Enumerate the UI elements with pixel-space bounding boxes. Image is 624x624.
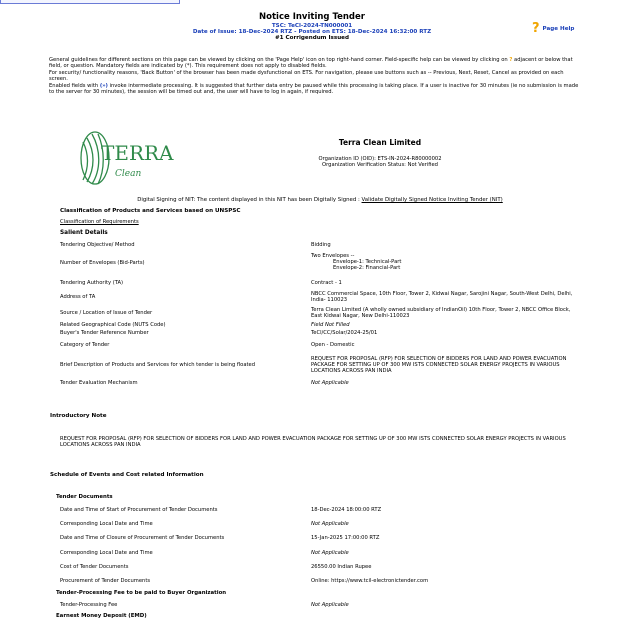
page-help-label[interactable]: Page Help bbox=[542, 25, 575, 32]
value-category: Open - Domestic bbox=[311, 342, 355, 348]
value-source-location: Terra Clean Limited (A wholly owned subsidiary of IndianOil) 10th Floor, Tower 2, NBCC Office Block, East Kidwai Nagar, New Delhi-110023 bbox=[311, 307, 571, 319]
value-procurement-docs[interactable]: Online: https://www.tcil-electronictender.com bbox=[311, 578, 429, 584]
label-local-time-2: Corresponding Local Date and Time bbox=[60, 550, 153, 556]
value-local-time-1: Not Applicable bbox=[311, 521, 349, 527]
organization-block bbox=[270, 138, 490, 168]
value-cost-documents: 26550.00 Indian Rupee bbox=[311, 564, 372, 570]
organization-name: Terra Clean Limited bbox=[338, 138, 422, 147]
processing-icon: (») bbox=[99, 82, 108, 89]
value-nuts-code: Field Not Filled bbox=[311, 322, 350, 328]
introductory-note-title: Introductory Note bbox=[50, 413, 107, 419]
label-tendering-authority: Tendering Authority (TA) bbox=[60, 280, 124, 286]
value-local-time-2: Not Applicable bbox=[311, 550, 349, 556]
digital-signing: Digital Signing of NIT: The content displayed in this NIT has been Digitally Signed : Validate Digitally Signed Notice Inviting Tender (NIT) bbox=[137, 197, 503, 203]
guideline-1: General guidelines for different sections on this page can be viewed by clicking on the 'Page Help' icon on top right-hand corner. Field-specific help can be viewed by clicking on ? adjacent or below that field, or question. Mandatory fields are indicated by (*). This requirement does not apply to disabled fields. bbox=[49, 57, 573, 70]
value-address-ta: NBCC Commercial Space, 10th Floor, Tower 2, Kidwai Nagar, Sarojini Nagar, South-West Delhi, Delhi, India- 110023 bbox=[311, 291, 573, 303]
guideline-3: Enabled fields with (») invoke intermediate processing. It is suggested that further data entry be paused while this processing is taking place. If a user is inactive for 30 minutes (ie no submission is made to the server for 30 minutes), the session will be timed out and, the user will have to log in again, if required. bbox=[49, 82, 579, 96]
label-address-ta: Address of TA bbox=[60, 294, 96, 300]
salient-details-title: Salient Details bbox=[60, 230, 108, 236]
page-title: Notice Inviting Tender bbox=[259, 12, 365, 22]
page-header bbox=[0, 12, 624, 41]
label-brief-description: Brief Description of Products and Services for which tender is being floated bbox=[60, 362, 256, 368]
label-evaluation: Tender Evaluation Mechanism bbox=[60, 380, 138, 386]
value-procurement-start: 18-Dec-2024 18:00:00 RTZ bbox=[311, 507, 382, 513]
value-procurement-closure: 15-Jan-2025 17:00:00 RTZ bbox=[311, 535, 380, 541]
validate-nit-link[interactable]: Validate Digitally Signed Notice Inviting Tender (NIT) bbox=[361, 197, 503, 203]
label-local-time-1: Corresponding Local Date and Time bbox=[60, 521, 153, 527]
label-tendering-objective: Tendering Objective/ Method bbox=[60, 242, 135, 248]
emd-title: Earnest Money Deposit (EMD) bbox=[56, 613, 147, 619]
verification-status: Organization Verification Status: Not Verified bbox=[322, 162, 438, 168]
label-procurement-closure: Date and Time of Closure of Procurement of Tender Documents bbox=[60, 535, 225, 541]
logo-wordmark: TERRA bbox=[101, 141, 174, 165]
top-bar bbox=[0, 0, 624, 4]
corrigendum-line: #1 Corrigendum Issued bbox=[275, 35, 349, 41]
label-cost-documents: Cost of Tender Documents bbox=[60, 564, 129, 570]
value-envelopes: Two Envelopes -- Envelope-1: Technical-Part Envelope-2: Financial-Part bbox=[311, 253, 402, 271]
value-evaluation: Not Applicable bbox=[311, 380, 349, 386]
address-strip bbox=[0, 0, 180, 4]
help-icon[interactable]: ? bbox=[532, 21, 540, 36]
value-tendering-objective: Bidding bbox=[311, 242, 331, 248]
classification-requirements-link[interactable]: Classification of Requirements bbox=[60, 219, 139, 225]
logo-subword: Clean bbox=[115, 169, 142, 179]
introductory-note-text: REQUEST FOR PROPOSAL (RFP) FOR SELECTION OF BIDDERS FOR LAND AND POWER EVACUATION PACKAGE FOR SETTING UP OF 300 MW ISTS CONNECTED SOLAR ENERGY PROJECTS IN VARIOUS LOCATIONS ACROSS PAN INDIA bbox=[60, 436, 566, 448]
label-category: Category of Tender bbox=[60, 342, 110, 348]
guideline-2: For security/ functionality reasons, 'Back Button' of the browser has been made dysfunctional on ETS. For navigation, please use buttons such as -- Previous, Next, Reset, Cancel as provided on each screen. bbox=[49, 69, 564, 83]
processing-fee-title: Tender-Processing Fee to be paid to Buyer Organization bbox=[56, 590, 227, 596]
guidelines bbox=[49, 57, 579, 95]
label-envelopes: Number of Envelopes (Bid-Parts) bbox=[60, 260, 145, 266]
label-nuts-code: Related Geographical Code (NUTS Code) bbox=[60, 322, 166, 328]
tsc-line: TSC: TeCl-2024-TN000001 bbox=[271, 23, 353, 29]
page-help-button[interactable] bbox=[532, 22, 574, 35]
issue-line: Date of Issue: 18-Dec-2024 RTZ - Posted on ETS: 18-Dec-2024 16:32:00 RTZ bbox=[192, 29, 432, 35]
classification-title: Classification of Products and Services based on UNSPSC bbox=[60, 208, 241, 214]
value-processing-fee: Not Applicable bbox=[311, 602, 349, 608]
organization-id: Organization ID (OID): ETS-IN-2024-R80000002 bbox=[318, 156, 442, 162]
field-help-icon: ? bbox=[509, 57, 513, 63]
label-processing-fee: Tender-Processing Fee bbox=[60, 602, 118, 608]
schedule-title: Schedule of Events and Cost related Information bbox=[50, 472, 204, 478]
label-procurement-docs: Procurement of Tender Documents bbox=[60, 578, 151, 584]
company-logo bbox=[75, 128, 174, 190]
tender-documents-title: Tender Documents bbox=[56, 494, 113, 500]
label-source-location: Source / Location of Issue of Tender bbox=[60, 310, 153, 316]
value-tendering-authority: Contract - 1 bbox=[311, 280, 342, 286]
value-buyer-reference: TeCl/CC/Solar/2024-25/01 bbox=[311, 330, 378, 336]
value-brief-description: REQUEST FOR PROPOSAL (RFP) FOR SELECTION OF BIDDERS FOR LAND AND POWER EVACUATION PACKAGE FOR SETTING UP OF 300 MW ISTS CONNECTED SOLAR ENERGY PROJECTS IN VARIOUS LOCATIONS ACROSS PAN INDIA bbox=[311, 356, 567, 374]
label-procurement-start: Date and Time of Start of Procurement of Tender Documents bbox=[60, 507, 218, 513]
label-buyer-reference: Buyer's Tender Reference Number bbox=[60, 330, 149, 336]
